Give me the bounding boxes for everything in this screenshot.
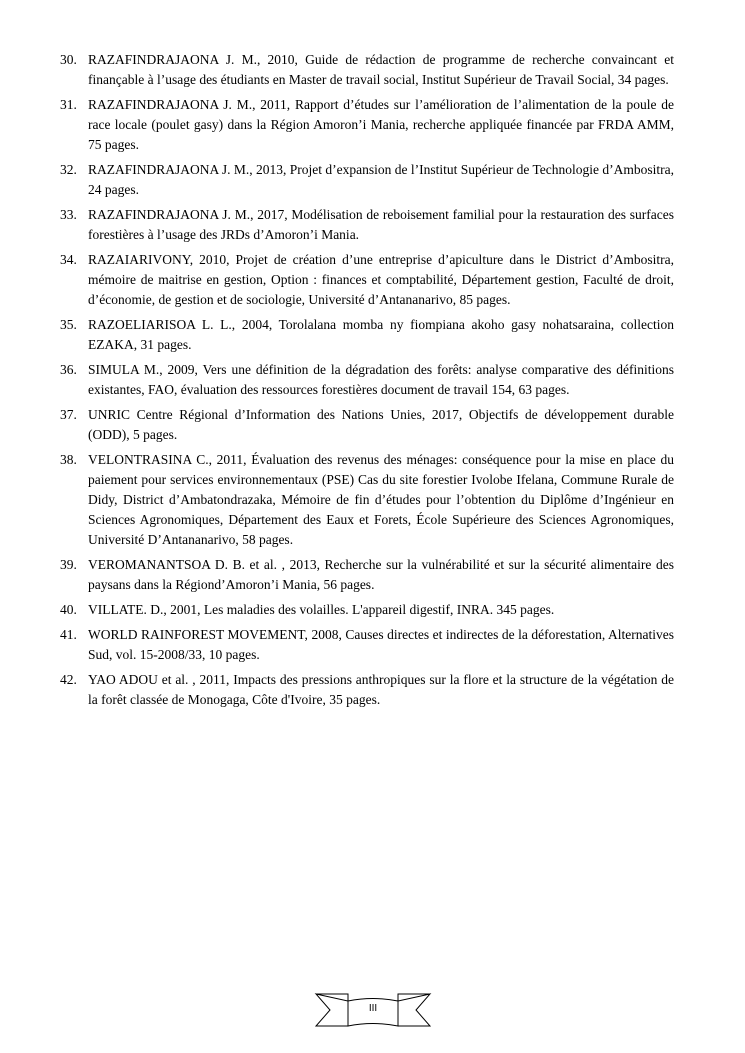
reference-text: RAZAFINDRAJAONA J. M., 2011, Rapport d’études sur l’amélioration de l’alimentation de la poule de race locale (poulet gasy) dans la Région Amoron’i Mania, recherche appliquée financée par FRDA AMM, 75 pages. bbox=[88, 97, 674, 152]
reference-item bbox=[60, 555, 674, 595]
reference-text: VEROMANANTSOA D. B. et al. , 2013, Recherche sur la vulnérabilité et sur la sécurité alimentaire des paysans dans la Régiond’Amoron’i Mania, 56 pages. bbox=[88, 557, 674, 592]
reference-number: 42. bbox=[60, 672, 77, 687]
reference-text: WORLD RAINFOREST MOVEMENT, 2008, Causes directes et indirectes de la déforestation, Alternatives Sud, vol. 15-2008/33, 10 pages. bbox=[88, 627, 674, 662]
reference-number: 34. bbox=[60, 252, 77, 267]
reference-item bbox=[60, 315, 674, 355]
reference-number: 36. bbox=[60, 362, 77, 377]
reference-text: RAZAFINDRAJAONA J. M., 2017, Modélisation de reboisement familial pour la restauration des surfaces forestières à l’usage des JRDs d’Amoron’i Mania. bbox=[88, 207, 674, 242]
reference-item bbox=[60, 405, 674, 445]
reference-list bbox=[60, 50, 674, 715]
reference-item bbox=[60, 670, 674, 710]
reference-item bbox=[60, 625, 674, 665]
reference-number: 38. bbox=[60, 452, 77, 467]
reference-text: RAZAFINDRAJAONA J. M., 2013, Projet d’expansion de l’Institut Supérieur de Technologie d’Ambositra, 24 pages. bbox=[88, 162, 674, 197]
page-number: III bbox=[368, 1003, 378, 1014]
reference-item bbox=[60, 250, 674, 310]
reference-item bbox=[60, 600, 674, 620]
page-footer-ribbon bbox=[314, 992, 432, 1032]
reference-item bbox=[60, 95, 674, 155]
reference-text: VILLATE. D., 2001, Les maladies des volailles. L'appareil digestif, INRA. 345 pages. bbox=[88, 602, 555, 617]
reference-number: 39. bbox=[60, 557, 77, 572]
reference-number: 31. bbox=[60, 97, 77, 112]
reference-text: RAZAFINDRAJAONA J. M., 2010, Guide de rédaction de programme de recherche convaincant et finançable à l’usage des étudiants en Master de travail social, Institut Supérieur de Travail Social, 34 pages. bbox=[88, 52, 674, 87]
reference-item bbox=[60, 360, 674, 400]
reference-item bbox=[60, 160, 674, 200]
reference-item bbox=[60, 450, 674, 550]
reference-text: VELONTRASINA C., 2011, Évaluation des revenus des ménages: conséquence pour la mise en place du paiement pour services environnementaux (PSE) Cas du site forestier Ivolobe Ifelana, Commune Rurale de Didy, District d’Ambatondrazaka, Mémoire de fin d’études pour l’obtention du Diplôme d’Ingénieur en Sciences Agronomiques, Département des Eaux et Forets, École Supérieure des Sciences Agronomiques, Université D’Antananarivo, 58 pages. bbox=[88, 452, 674, 547]
reference-item bbox=[60, 50, 674, 90]
reference-number: 37. bbox=[60, 407, 77, 422]
reference-item bbox=[60, 205, 674, 245]
reference-number: 33. bbox=[60, 207, 77, 222]
reference-text: SIMULA M., 2009, Vers une définition de la dégradation des forêts: analyse comparative des définitions existantes, FAO, évaluation des ressources forestières document de travail 154, 63 pages. bbox=[88, 362, 674, 397]
reference-text: UNRIC Centre Régional d’Information des Nations Unies, 2017, Objectifs de développement durable (ODD), 5 pages. bbox=[88, 407, 674, 442]
reference-number: 41. bbox=[60, 627, 77, 642]
reference-text: RAZOELIARISOA L. L., 2004, Torolalana momba ny fiompiana akoho gasy nohatsaraina, collection EZAKA, 31 pages. bbox=[88, 317, 674, 352]
reference-number: 35. bbox=[60, 317, 77, 332]
reference-number: 40. bbox=[60, 602, 77, 617]
reference-text: RAZAIARIVONY, 2010, Projet de création d’une entreprise d’apiculture dans le District d’Ambositra, mémoire de maitrise en gestion, Option : finances et comptabilité, Département gestion, Faculté de droit, d’économie, de gestion et de sociologie, Université d’Antananarivo, 85 pages. bbox=[88, 252, 674, 307]
reference-number: 32. bbox=[60, 162, 77, 177]
reference-number: 30. bbox=[60, 52, 77, 67]
reference-text: YAO ADOU et al. , 2011, Impacts des pressions anthropiques sur la flore et la structure de la végétation de la forêt classée de Monogaga, Côte d'Ivoire, 35 pages. bbox=[88, 672, 674, 707]
